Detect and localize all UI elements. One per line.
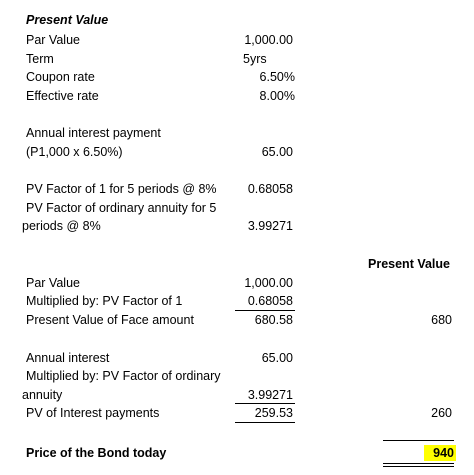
pv-interest-underline — [235, 422, 295, 423]
annual-interest-payment-label: Annual interest payment — [26, 126, 161, 140]
pv-factor-single-value: 0.68058 — [247, 182, 293, 196]
term-value: 5yrs — [243, 52, 267, 66]
pv-face-label: Present Value of Face amount — [26, 313, 194, 327]
pv-interest-total: 260 — [431, 406, 452, 420]
annual-interest-payment-value: 65.00 — [261, 145, 293, 159]
price-value: 940 — [424, 445, 456, 461]
interest-multiplied-label-cont: annuity — [22, 388, 63, 402]
face-par-value: 1,000.00 — [244, 276, 293, 290]
face-multiplied-value: 0.68058 — [247, 294, 293, 308]
par-value-label: Par Value — [26, 33, 80, 47]
annual-interest-payment-formula: (P1,000 x 6.50%) — [26, 145, 123, 159]
face-multiplied-underline — [235, 310, 295, 311]
coupon-rate-value: 6.50% — [259, 70, 295, 84]
face-multiplied-label: Multiplied by: PV Factor of 1 — [26, 294, 183, 308]
effective-rate-label: Effective rate — [26, 89, 99, 103]
pv-interest-label: PV of Interest payments — [26, 406, 160, 420]
term-label: Term — [26, 52, 54, 66]
interest-multiplied-value: 3.99271 — [247, 388, 293, 402]
interest-annual-value: 65.00 — [261, 351, 293, 365]
pv-interest-value: 259.53 — [254, 406, 293, 420]
section-heading: Present Value — [26, 13, 109, 27]
price-double-underline-2 — [383, 466, 454, 467]
par-value-amount: 1,000.00 — [244, 33, 293, 47]
pv-factor-annuity-label: PV Factor of ordinary annuity for 5 — [26, 201, 217, 215]
interest-multiplied-label: Multiplied by: PV Factor of ordinary — [26, 369, 221, 383]
face-par-value-label: Par Value — [26, 276, 80, 290]
price-top-rule — [383, 440, 454, 441]
pv-face-value: 680.58 — [254, 313, 293, 327]
effective-rate-value: 8.00% — [259, 89, 295, 103]
interest-annual-label: Annual interest — [26, 351, 110, 365]
pv-factor-single-label: PV Factor of 1 for 5 periods @ 8% — [26, 182, 217, 196]
price-double-underline-1 — [383, 463, 454, 464]
coupon-rate-label: Coupon rate — [26, 70, 95, 84]
present-value-column-header: Present Value — [368, 257, 450, 271]
price-label: Price of the Bond today — [26, 446, 167, 460]
interest-multiplied-underline — [235, 403, 295, 404]
pv-face-total: 680 — [431, 313, 452, 327]
pv-factor-annuity-label-cont: periods @ 8% — [22, 219, 101, 233]
pv-factor-annuity-value: 3.99271 — [247, 219, 293, 233]
